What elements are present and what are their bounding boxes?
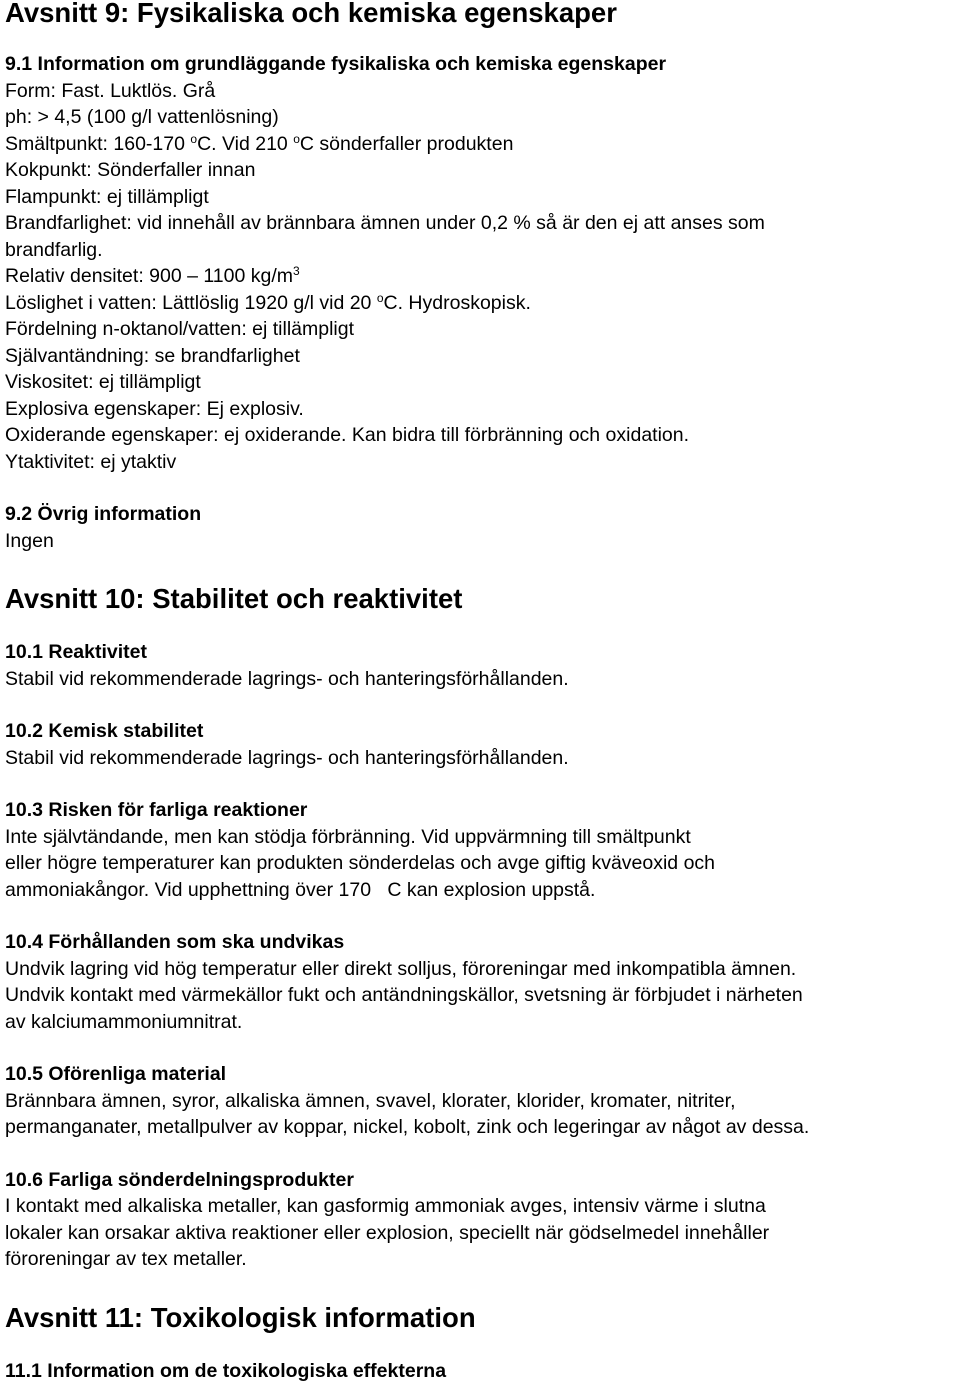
melting-point-text-b: C. Vid 210 [197,132,294,155]
degree-symbol: o [190,131,198,146]
flammability-line-1: Brandfarlighet: vid innehåll av brännbara ämnen under 0,2 % så är den ej att anses som [5,212,765,234]
ph-line: ph: > 4,5 (100 g/l vattenlösning) [5,106,279,128]
subsection-10-1-heading: 10.1 Reaktivitet [5,641,147,663]
oxidizing-properties-line: Oxiderande egenskaper: ej oxiderande. Kan bidra till förbränning och oxidation. [5,424,690,446]
subsection-10-4-heading: 10.4 Förhållanden som ska undvikas [5,931,345,953]
flammability-line-2: brandfarlig. [5,238,103,261]
autoignition-line: Självantändning: se brandfarlighet [5,344,300,367]
density-text: Relativ densitet: 900 – 1100 kg/m [5,265,293,287]
density-line [5,263,957,290]
conditions-to-avoid-line-3: av kalciumammoniumnitrat. [5,1010,243,1033]
conditions-to-avoid-line-2: Undvik kontakt med värmekällor fukt och antändningskällor, svetsning är förbjudet i närheten [5,984,803,1006]
hazardous-reactions-line-1: Inte självtändande, men kan stödja förbränning. Vid uppvärmning till smältpunkt [5,825,691,848]
degree-symbol: o [376,290,384,305]
melting-point-text-c: C sönderfaller produkten [299,132,514,155]
reactivity-text: Stabil vid rekommenderade lagrings- och hanteringsförhållanden. [5,667,569,690]
surface-activity-line: Ytaktivitet: ej ytaktiv [5,450,177,473]
degree-symbol: o [293,131,300,146]
other-information-text: Ingen [5,529,54,552]
viscosity-line: Viskositet: ej tillämpligt [5,371,201,393]
incompatible-materials-line-2: permanganater, metallpulver av koppar, nickel, kobolt, zink och legeringar av något av dessa. [5,1116,810,1138]
form-line: Form: Fast. Luktlös. Grå [5,79,216,102]
subsection-10-5-heading: 10.5 Oförenliga material [5,1063,227,1085]
partition-coefficient-line: Fördelning n-oktanol/vatten: ej tillämpligt [5,318,355,340]
subsection-9-1-heading: 9.1 Information om grundläggande fysikaliska och kemiska egenskaper [5,53,667,75]
melting-point-line [5,131,957,158]
subsection-10-6-heading: 10.6 Farliga sönderdelningsprodukter [5,1168,354,1191]
subsection-10-2-heading: 10.2 Kemisk stabilitet [5,720,204,742]
solubility-text-b: C. Hydroskopisk. [383,291,531,314]
solubility-text-a: Löslighet i vatten: Lättlöslig 1920 g/l vid 20 [5,291,377,314]
conditions-to-avoid-line-1: Undvik lagring vid hög temperatur eller direkt solljus, föroreningar med inkompatibla ämnen. [5,957,797,980]
section-9-title: Avsnitt 9: Fysikaliska och kemiska egenskaper [5,0,617,28]
subsection-9-2-heading: 9.2 Övrig information [5,503,202,525]
boiling-point-line: Kokpunkt: Sönderfaller innan [5,159,256,181]
subsection-11-1-heading: 11.1 Information om de toxikologiska effekterna [5,1359,447,1382]
incompatible-materials-line-1: Brännbara ämnen, syror, alkaliska ämnen, svavel, klorater, klorider, kromater, nitriter, [5,1089,736,1112]
chemical-stability-text: Stabil vid rekommenderade lagrings- och hanteringsförhållanden. [5,746,569,769]
cubic-superscript: 3 [292,263,300,278]
flash-point-line: Flampunkt: ej tillämpligt [5,185,209,208]
hazardous-reactions-line-2: eller högre temperaturer kan produkten sönderdelas och avge giftig kväveoxid och [5,852,716,874]
solubility-line [5,290,957,317]
document-page [5,0,957,1384]
section-11-title: Avsnitt 11: Toxikologisk information [5,1301,476,1333]
decomposition-products-line-1: I kontakt med alkaliska metaller, kan gasformig ammoniak avges, intensiv värme i slutna [5,1195,766,1217]
section-10-title: Avsnitt 10: Stabilitet och reaktivitet [5,583,463,614]
decomposition-products-line-3: föroreningar av tex metaller. [5,1248,247,1270]
melting-point-text-a: Smältpunkt: 160-170 [5,132,191,155]
subsection-10-3-heading: 10.3 Risken för farliga reaktioner [5,799,308,821]
decomposition-products-line-2: lokaler kan orsakar aktiva reaktioner eller explosion, speciellt när gödselmedel innehåller [5,1221,770,1244]
explosive-properties-line: Explosiva egenskaper: Ej explosiv. [5,397,304,420]
hazardous-reactions-line-3: ammoniakångor. Vid upphettning över 170 C kan explosion uppstå. [5,878,596,901]
